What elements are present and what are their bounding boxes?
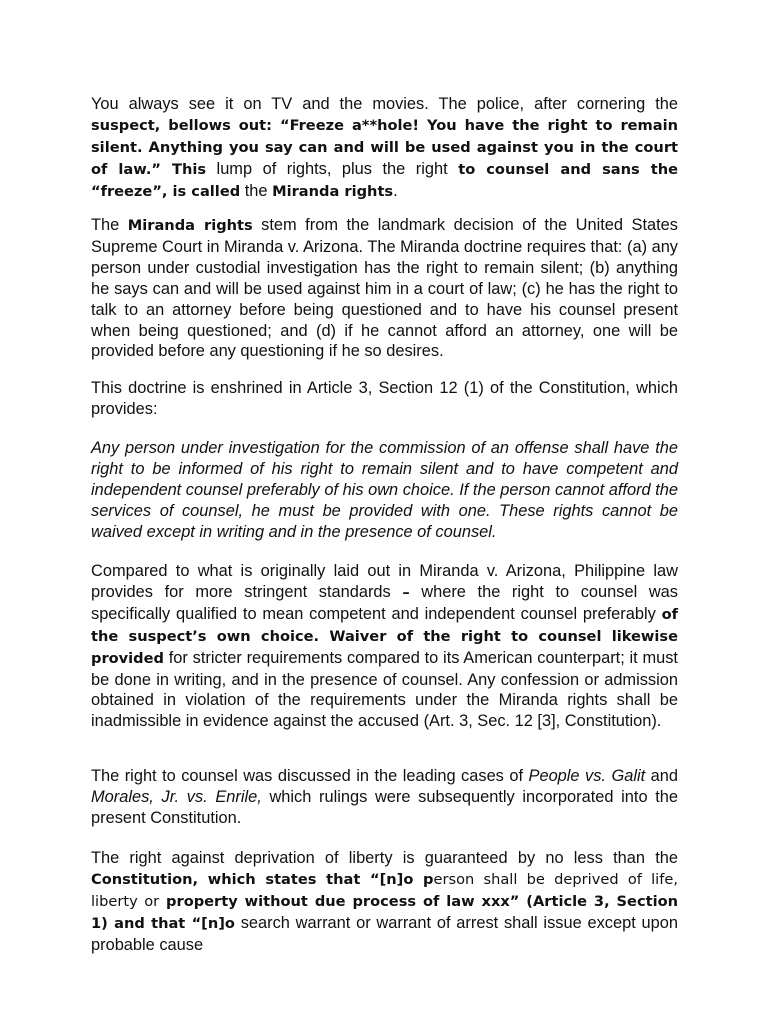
paragraph-constitution-intro	[91, 378, 678, 420]
paragraph-miranda-doctrine	[91, 215, 678, 362]
text-span: for stricter requirements compared to its American counterpart; it must be done in writing, and in the presence of counsel. Any confession or admission obtained in violation of the requirements under the Miranda rights shall be inadmissible in evidence against the accused (Art. 3, Sec. 12 [3], Constitution).	[91, 648, 678, 731]
text-span: erson shall be deprived of life, liberty or	[91, 870, 678, 910]
text-span: search warrant or warrant of arrest shall issue except upon probable cause	[91, 913, 678, 954]
paragraph-comparison	[91, 561, 678, 732]
text-span: This doctrine is enshrined in Article 3, Section 12 (1) of the Constitution, which provides:	[91, 379, 678, 418]
text-span: stem from the landmark decision of the United States Supreme Court in Miranda v. Arizona. The Miranda doctrine requires that: (a) any person under custodial investigation has the right to remain silent; (b) anything he says can and will be used against him in a court of law; (c) he has the right to talk to an attorney before being questioned and to have his counsel present when being questioned; and (d) if he cannot afford an attorney, one will be provided before any questioning if he so desires.	[91, 216, 679, 361]
text-span: .	[393, 181, 398, 200]
paragraph-constitution-quote	[91, 438, 678, 543]
bold-quote: suspect, bellows out: “Freeze a**hole! You have the right to remain silent. Anything you say can and will be used against you in the court of law.” This	[91, 116, 678, 178]
text-span: lump of rights, plus the right	[206, 159, 459, 178]
bold-term: Miranda rights	[127, 217, 253, 234]
case-name: People vs. Galit	[528, 767, 646, 785]
text-span: which rulings were subsequently incorporated into the present Constitution.	[91, 787, 679, 827]
text-span: The	[91, 216, 128, 234]
text-span: The right to counsel was discussed in the leading cases of	[91, 767, 529, 785]
text-span: the	[240, 181, 273, 200]
bold-text: of the suspect’s own choice. Waiver of the right to counsel likewise provided	[91, 605, 678, 667]
text-span: where the right to counsel was specifically qualified to mean competent and independent counsel preferably	[91, 582, 678, 623]
italic-quote: Any person under investigation for the commission of an offense shall have the right to be informed of his right to remain silent and to have competent and independent counsel preferably of his own choice. If the person cannot afford the services of counsel, he must be provided with one. These rights cannot be waived except in writing and in the presence of counsel.	[91, 439, 678, 541]
paragraph-leading-cases	[91, 766, 678, 829]
text-span: Compared to what is originally laid out in Miranda v. Arizona, Philippine law provides for more stringent standards	[91, 562, 678, 601]
case-name: Morales, Jr. vs. Enrile,	[91, 787, 262, 806]
text-span: and	[645, 767, 679, 785]
bold-text: Constitution, which states that “[n]o p	[91, 870, 434, 888]
bold-dash: –	[402, 583, 410, 601]
bold-text: to counsel and sans the “freeze”, is called	[91, 160, 678, 200]
bold-text: property without due process of law xxx” (Article 3, Section 1) and that “[n]o	[91, 892, 678, 932]
bold-term: Miranda rights	[272, 182, 394, 200]
paragraph-liberty	[91, 848, 678, 956]
paragraph-intro	[91, 94, 678, 203]
text-span: The right against deprivation of liberty is guaranteed by no less than the	[91, 849, 678, 867]
text-span: You always see it on TV and the movies. The police, after cornering the	[91, 95, 678, 113]
